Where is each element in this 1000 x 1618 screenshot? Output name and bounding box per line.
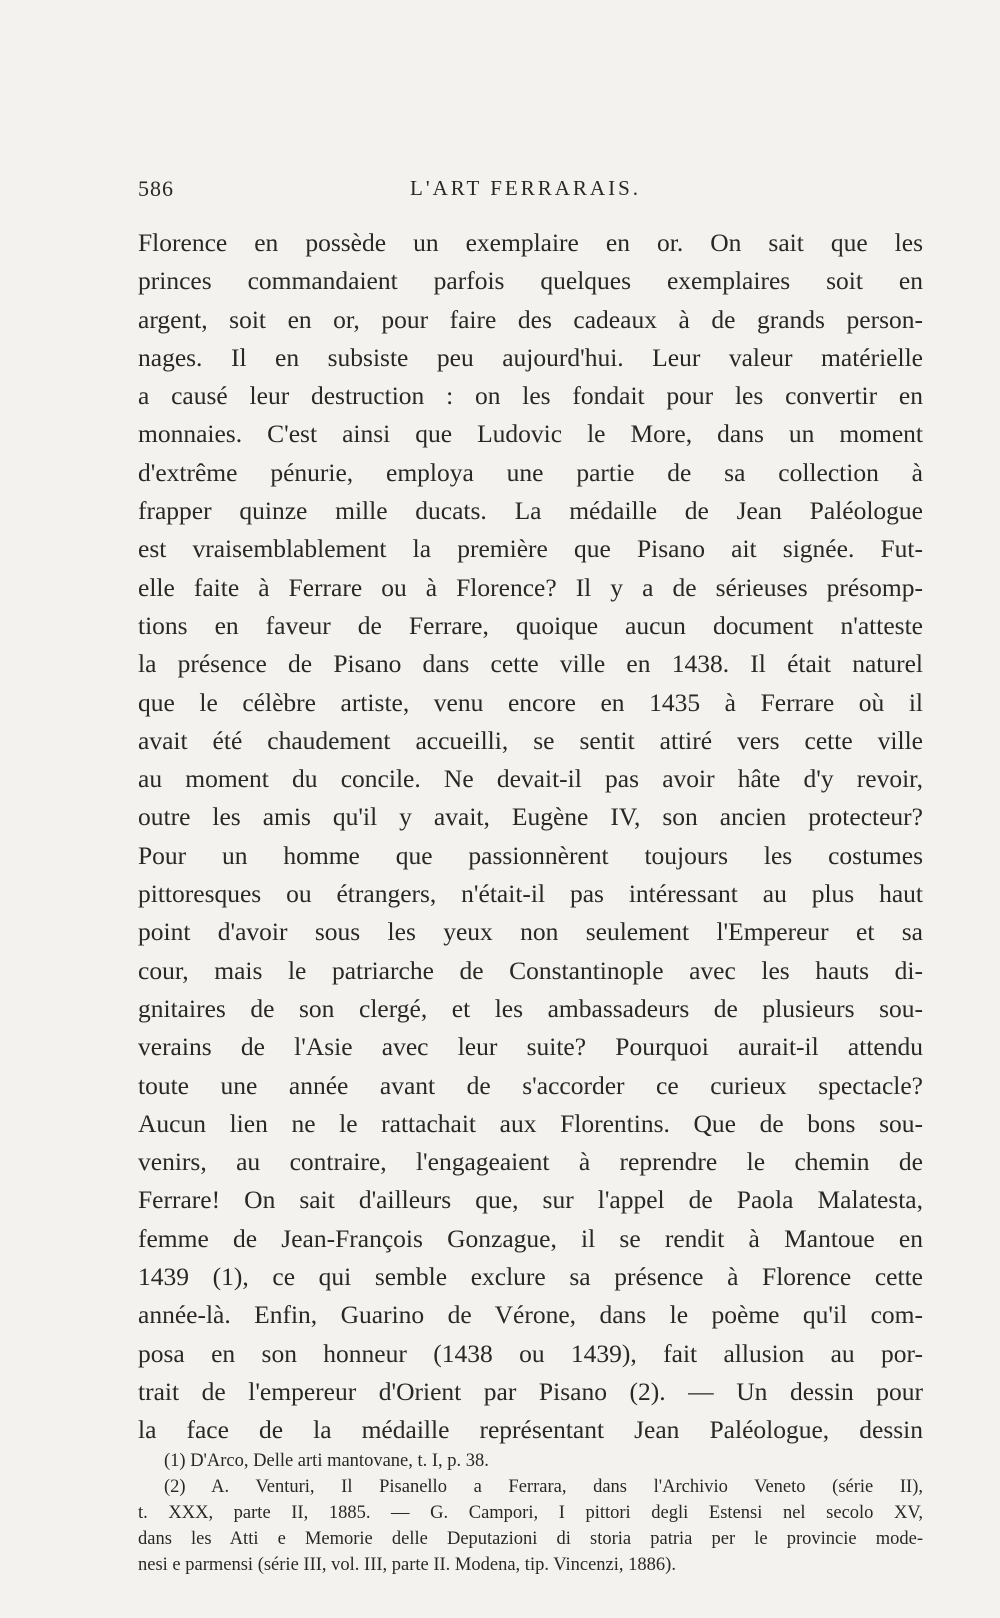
footnotes <box>138 1448 923 1578</box>
footnote-2-continuation: dans les Atti e Memorie delle Deputazioni di storia patria per le provincie mode- <box>138 1529 923 1549</box>
text-line: verains de l'Asie avec leur suite? Pourquoi aurait-il attendu <box>138 1032 923 1062</box>
text-line: venirs, au contraire, l'engageaient à reprendre le chemin de <box>138 1147 923 1177</box>
body-text <box>138 224 923 1450</box>
text-line: d'extrême pénurie, employa une partie de sa collection à <box>138 457 923 487</box>
running-head <box>138 176 923 212</box>
text-line: avait été chaudement accueilli, se sentit attiré vers cette ville <box>138 725 923 755</box>
text-line: la face de la médaille représentant Jean Paléologue, dessin <box>138 1415 923 1445</box>
footnote-1: (1) D'Arco, Delle arti mantovane, t. I, p. 38. <box>164 1451 489 1471</box>
text-line: elle faite à Ferrare ou à Florence? Il y a de sérieuses présomp- <box>138 572 923 602</box>
text-line: toute une année avant de s'accorder ce curieux spectacle? <box>138 1070 923 1100</box>
text-line: a causé leur destruction : on les fondait pour les convertir en <box>138 381 923 411</box>
text-line: que le célèbre artiste, venu encore en 1435 à Ferrare où il <box>138 687 923 717</box>
footnote-2-continuation: nesi e parmensi (série III, vol. III, parte II. Modena, tip. Vincenzi, 1886). <box>138 1555 676 1575</box>
page-number: 586 <box>138 176 174 201</box>
text-line: nages. Il en subsiste peu aujourd'hui. Leur valeur matérielle <box>138 342 923 372</box>
text-line: pittoresques ou étrangers, n'était-il pas intéressant au plus haut <box>138 879 923 909</box>
text-line: princes commandaient parfois quelques exemplaires soit en <box>138 266 923 296</box>
text-line: posa en son honneur (1438 ou 1439), fait allusion au por- <box>138 1338 923 1368</box>
text-line: femme de Jean-François Gonzague, il se rendit à Mantoue en <box>138 1223 923 1253</box>
text-line: argent, soit en or, pour faire des cadeaux à de grands person- <box>138 304 923 334</box>
running-title: L'ART FERRARAIS. <box>410 176 642 200</box>
text-line: Ferrare! On sait d'ailleurs que, sur l'appel de Paola Malatesta, <box>138 1185 923 1215</box>
text-line: année-là. Enfin, Guarino de Vérone, dans le poème qu'il com- <box>138 1300 923 1330</box>
text-line: point d'avoir sous les yeux non seulement l'Empereur et sa <box>138 917 923 947</box>
text-line: au moment du concile. Ne devait-il pas avoir hâte d'y revoir, <box>138 764 923 794</box>
text-line: la présence de Pisano dans cette ville en 1438. Il était naturel <box>138 649 923 679</box>
text-line: monnaies. C'est ainsi que Ludovic le More, dans un moment <box>138 419 923 449</box>
text-line: Aucun lien ne le rattachait aux Florentins. Que de bons sou- <box>138 1108 923 1138</box>
text-line: frapper quinze mille ducats. La médaille de Jean Paléologue <box>138 496 923 526</box>
text-line: outre les amis qu'il y avait, Eugène IV, son ancien protecteur? <box>138 802 923 832</box>
footnote-2: (2) A. Venturi, Il Pisanello a Ferrara, dans l'Archivio Veneto (série II), <box>164 1477 923 1497</box>
text-line: cour, mais le patriarche de Constantinople avec les hauts di- <box>138 955 923 985</box>
text-line: 1439 (1), ce qui semble exclure sa présence à Florence cette <box>138 1262 923 1292</box>
footnote-2-continuation: t. XXX, parte II, 1885. — G. Campori, I pittori degli Estensi nel secolo XV, <box>138 1503 923 1523</box>
text-line: tions en faveur de Ferrare, quoique aucun document n'atteste <box>138 610 923 640</box>
text-line: Pour un homme que passionnèrent toujours les costumes <box>138 840 923 870</box>
text-line: trait de l'empereur d'Orient par Pisano (2). — Un dessin pour <box>138 1376 923 1406</box>
text-line: est vraisemblablement la première que Pisano ait signée. Fut- <box>138 534 923 564</box>
text-line: gnitaires de son clergé, et les ambassadeurs de plusieurs sou- <box>138 993 923 1023</box>
text-line: Florence en possède un exemplaire en or. On sait que les <box>138 228 923 257</box>
